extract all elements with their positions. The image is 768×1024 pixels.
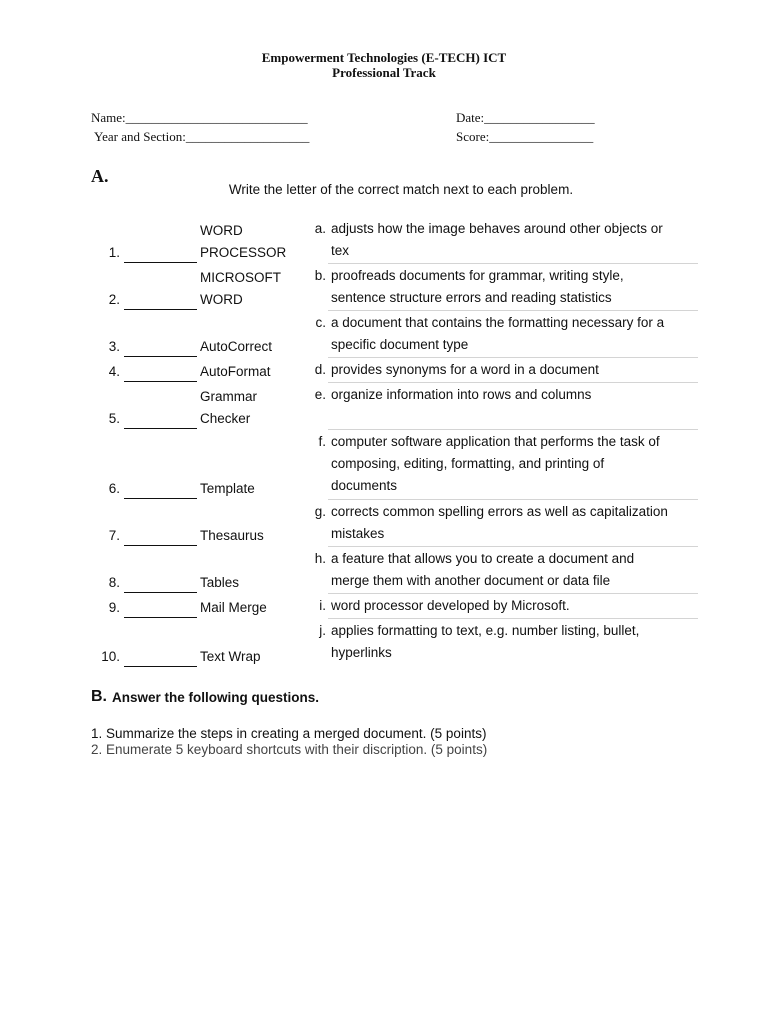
row-divider bbox=[328, 382, 698, 383]
match-row bbox=[96, 265, 698, 311]
date-field: Date:_________________ bbox=[456, 110, 595, 125]
match-row bbox=[96, 431, 698, 500]
choice-letter: b. bbox=[314, 268, 326, 283]
choice-letter: a. bbox=[314, 221, 326, 236]
section-a-instruction: Write the letter of the correct match next to each problem. bbox=[228, 182, 574, 197]
section-b-label: B. bbox=[91, 688, 107, 705]
question-1: 1. Summarize the steps in creating a merged document. (5 points) bbox=[91, 726, 487, 741]
term-label: Tables bbox=[200, 575, 240, 590]
term-label: Text Wrap bbox=[200, 649, 261, 664]
row-divider bbox=[328, 499, 698, 500]
row-divider bbox=[328, 357, 698, 358]
choice-letter: g. bbox=[314, 504, 326, 519]
answer-blank[interactable] bbox=[124, 381, 197, 382]
choice-description: applies formatting to text, e.g. number listing, bullet, hyperlinks bbox=[331, 623, 640, 660]
choice-letter: d. bbox=[314, 362, 326, 377]
answer-blank[interactable] bbox=[124, 592, 197, 593]
section-b-heading: Answer the following questions. bbox=[112, 690, 320, 705]
row-number: 5. bbox=[108, 411, 120, 426]
choice-description: a document that contains the formatting necessary for a specific document type bbox=[331, 315, 665, 352]
section-a-label: A. bbox=[91, 166, 109, 186]
row-number: 6. bbox=[108, 481, 120, 496]
choice-description: word processor developed by Microsoft. bbox=[331, 598, 570, 613]
worksheet-title: Empowerment Technologies (E-TECH) ICT bbox=[261, 50, 507, 65]
answer-blank[interactable] bbox=[124, 545, 197, 546]
worksheet-subtitle: Professional Track bbox=[332, 65, 436, 80]
question-2: 2. Enumerate 5 keyboard shortcuts with their discription. (5 points) bbox=[91, 742, 488, 757]
choice-letter: c. bbox=[315, 315, 326, 330]
match-row bbox=[96, 312, 698, 358]
answer-blank[interactable] bbox=[124, 498, 197, 499]
match-row bbox=[96, 548, 698, 594]
row-divider bbox=[328, 618, 698, 619]
term-label: AutoFormat bbox=[200, 364, 271, 379]
choice-description: computer software application that performs the task of composing, editing, formatting, and printing of documents bbox=[331, 434, 660, 493]
answer-blank[interactable] bbox=[124, 666, 197, 667]
row-number: 7. bbox=[108, 528, 120, 543]
choice-description: provides synonyms for a word in a document bbox=[331, 362, 599, 377]
row-number: 4. bbox=[108, 364, 120, 379]
year-section-field: Year and Section:___________________ bbox=[94, 129, 310, 144]
term-label: Template bbox=[200, 481, 255, 496]
choice-letter: j. bbox=[319, 623, 326, 638]
match-row bbox=[96, 218, 698, 264]
answer-blank[interactable] bbox=[124, 428, 197, 429]
choice-letter: f. bbox=[318, 434, 326, 449]
choice-letter: e. bbox=[314, 387, 326, 402]
answer-blank[interactable] bbox=[124, 262, 197, 263]
choice-letter: h. bbox=[314, 551, 326, 566]
row-divider bbox=[328, 429, 698, 430]
match-row bbox=[96, 595, 698, 619]
row-number: 3. bbox=[108, 339, 120, 354]
choice-description: proofreads documents for grammar, writing style, sentence structure errors and reading statistics bbox=[331, 268, 624, 305]
term-label: Thesaurus bbox=[200, 528, 264, 543]
answer-blank[interactable] bbox=[124, 617, 197, 618]
term-label: AutoCorrect bbox=[200, 339, 273, 354]
row-number: 9. bbox=[108, 600, 120, 615]
row-divider bbox=[328, 310, 698, 311]
answer-blank[interactable] bbox=[124, 309, 197, 310]
term-label: WORD PROCESSOR bbox=[200, 223, 287, 260]
term-label: MICROSOFT WORD bbox=[200, 270, 281, 307]
choice-description: adjusts how the image behaves around other objects or tex bbox=[331, 221, 663, 258]
match-row bbox=[96, 620, 698, 668]
choice-description: a feature that allows you to create a document and merge them with another document or data file bbox=[331, 551, 635, 588]
row-number: 2. bbox=[108, 292, 120, 307]
row-number: 1. bbox=[108, 245, 120, 260]
match-row bbox=[96, 384, 698, 430]
name-field: Name:____________________________ bbox=[91, 110, 308, 125]
term-label: Mail Merge bbox=[200, 600, 267, 615]
choice-letter: i. bbox=[319, 598, 326, 613]
row-divider bbox=[328, 263, 698, 264]
score-field: Score:________________ bbox=[456, 129, 594, 144]
row-divider bbox=[328, 546, 698, 547]
row-divider bbox=[328, 593, 698, 594]
row-number: 10. bbox=[101, 649, 120, 664]
term-label: Grammar Checker bbox=[200, 389, 257, 426]
match-row bbox=[96, 501, 698, 547]
choice-description: organize information into rows and columns bbox=[331, 387, 592, 402]
choice-description: corrects common spelling errors as well as capitalization mistakes bbox=[331, 504, 668, 541]
row-number: 8. bbox=[108, 575, 120, 590]
answer-blank[interactable] bbox=[124, 356, 197, 357]
match-row bbox=[96, 359, 698, 383]
